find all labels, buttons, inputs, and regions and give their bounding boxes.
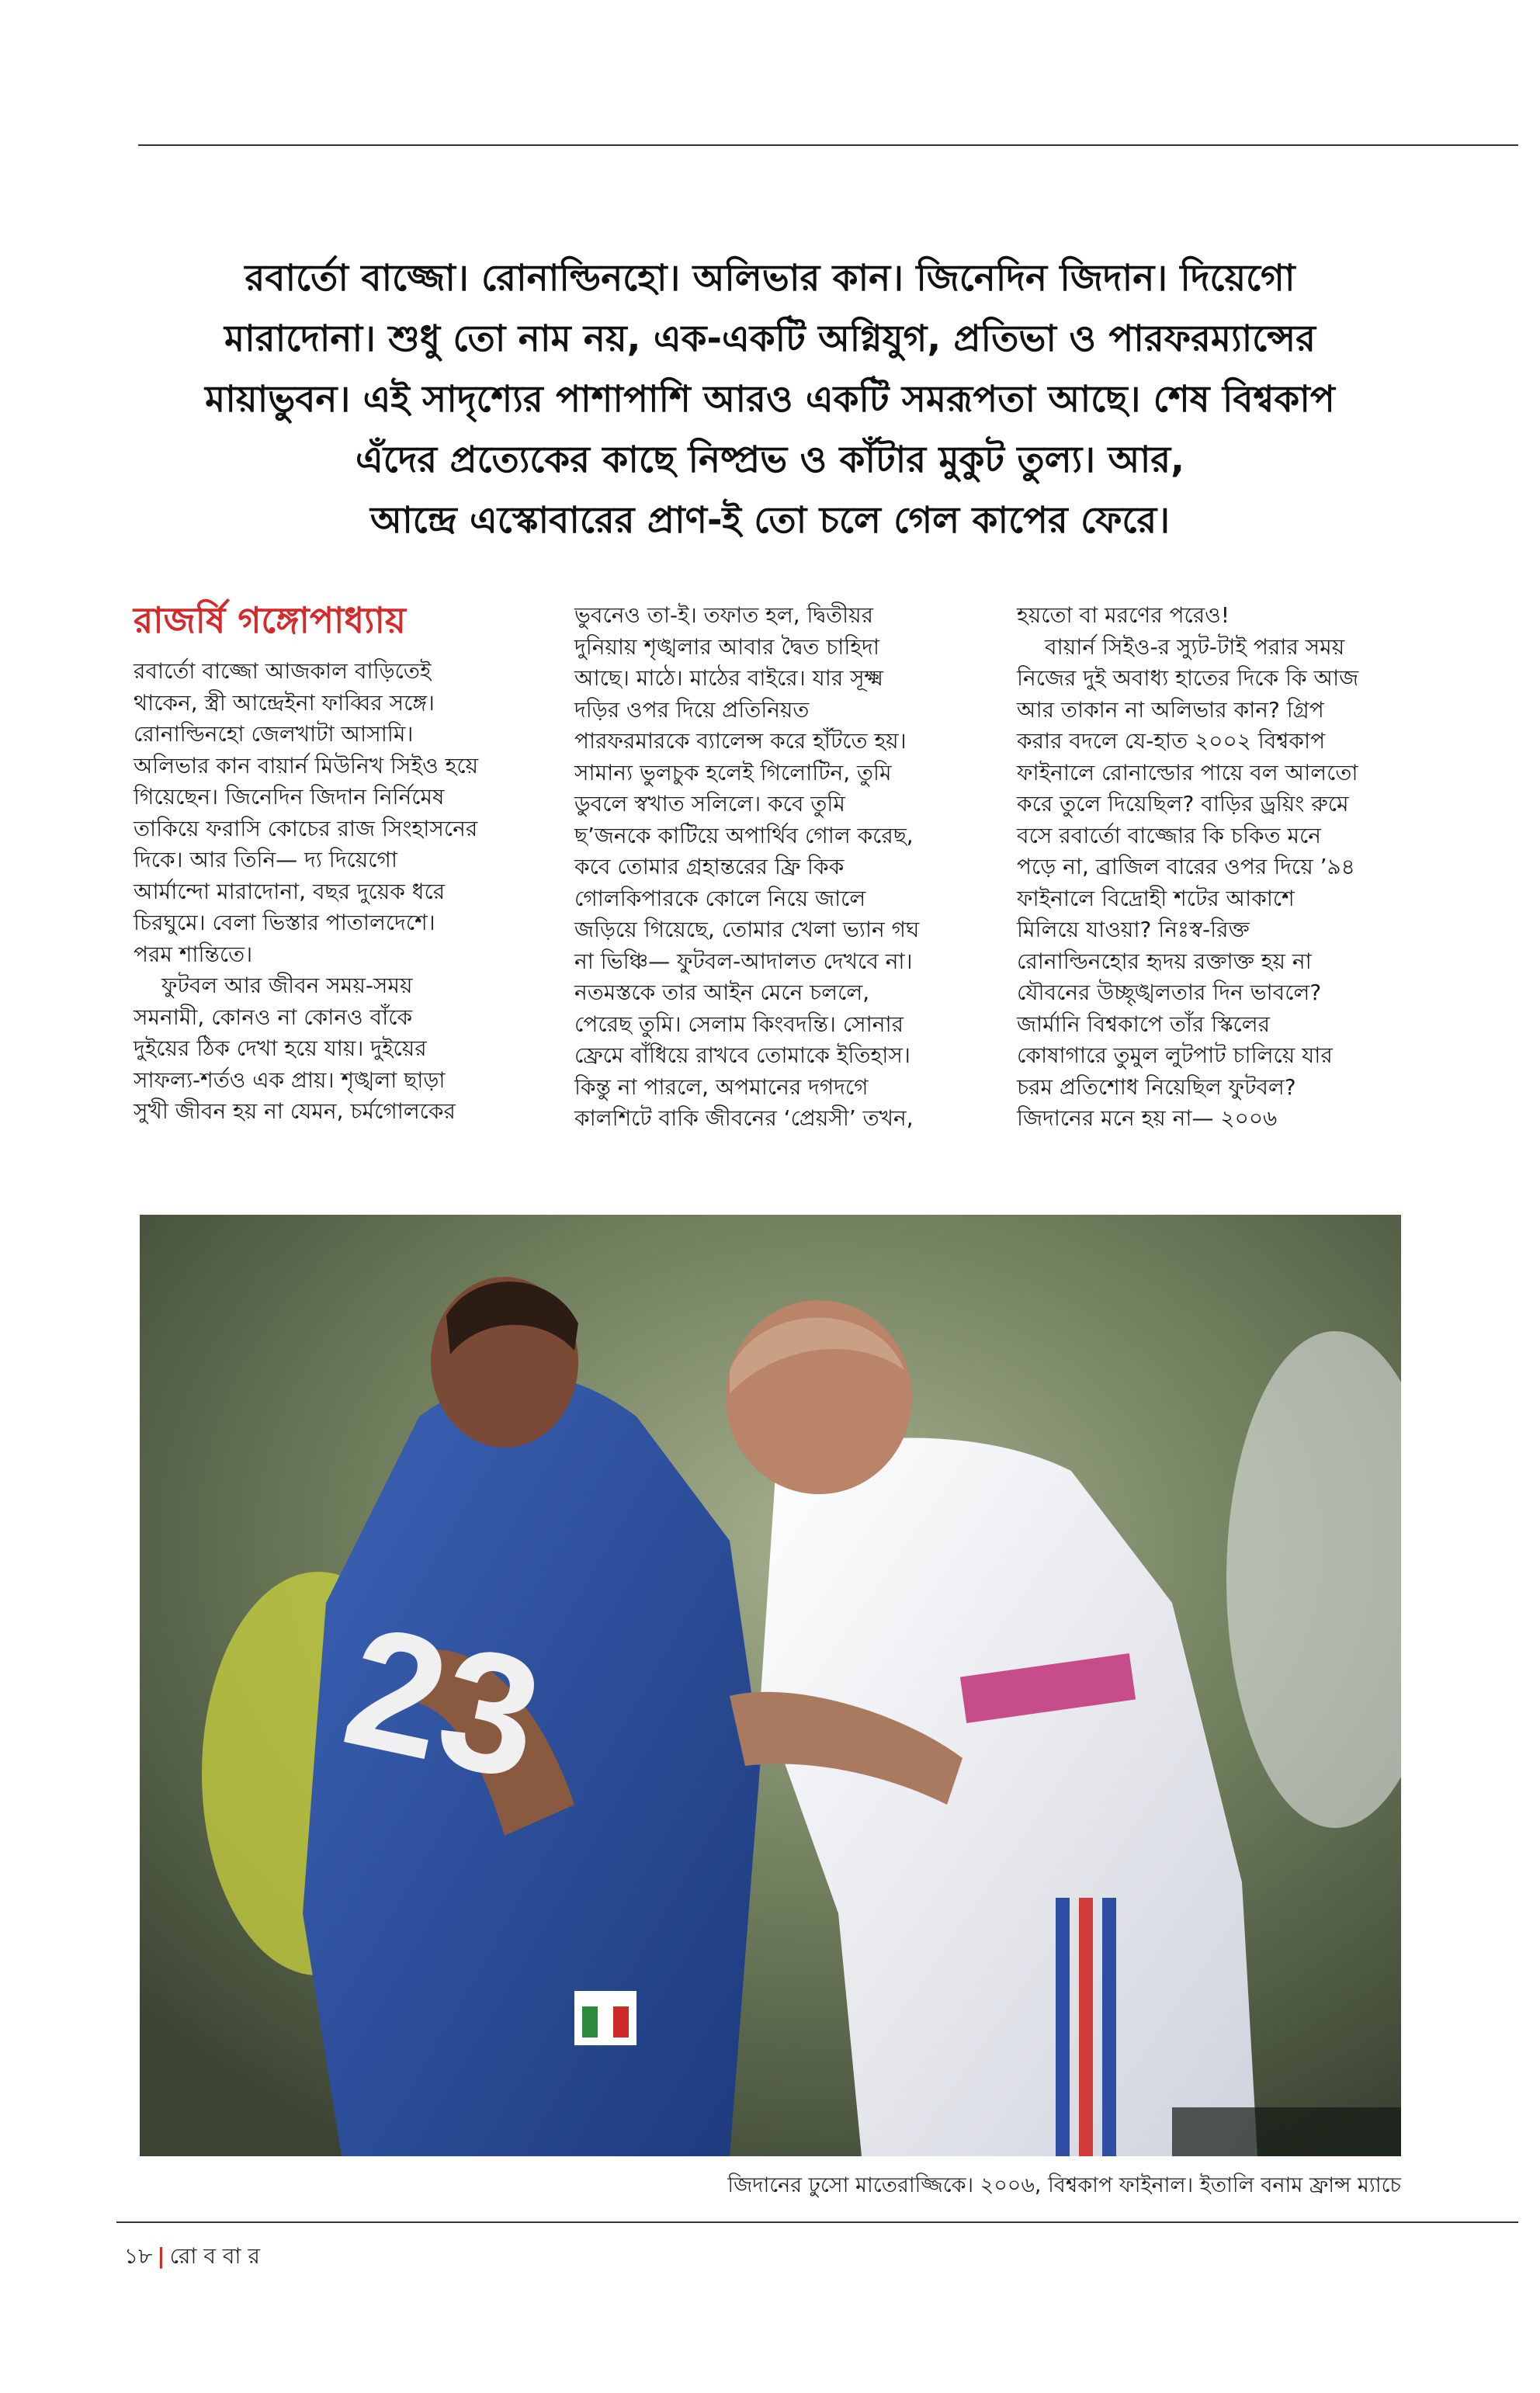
text-line: বায়ার্ন সিইও-র স্যুট-টাই পরার সময় (1045, 633, 1345, 660)
pitch-shadow (1172, 2107, 1401, 2156)
text-line: গোলকিপারকে কোলে নিয়ে জালে (574, 885, 866, 911)
text-line: চরম প্রতিশোধ নিয়েছিল ফুটবল? (1017, 1073, 1296, 1100)
text-line: দিকে। আর তিনি— দ্য দিয়েগো (134, 847, 397, 872)
text-line: ছ’জনকে কাটিয়ে অপার্থিব গোল করেছ, (574, 822, 914, 848)
text-line: করার বদলে যে-হাত ২০০২ বিশ্বকাপ (1017, 728, 1326, 754)
text-line: ফুটবল আর জীবন সময়-সময় (161, 973, 413, 998)
intro-line: রবার্তো বাজ্জো। রোনাল্ডিনহো। অলিভার কান। জিনেদিন জিদান। দিয়েগো (245, 257, 1295, 300)
article-column-3 (1017, 600, 1436, 1135)
article-column-2 (574, 600, 994, 1135)
intro-line: এঁদের প্রত্যেকের কাছে নিষ্প্রভ ও কাঁটার মুকুট তুল্য। আর, (355, 439, 1185, 481)
intro-line: মায়াভুবন। এই সাদৃশ্যের পাশাপাশি আরও একটি সমরূপতা আছে। শেষ বিশ্বকাপ (205, 378, 1335, 421)
text-line: জিদানের মনে হয় না— ২০০৬ (1017, 1105, 1278, 1131)
top-rule (138, 144, 1518, 146)
section-name: রো ব বা র (169, 2243, 260, 2269)
text-line: দুনিয়ায় শৃঙ্খলার আবার দ্বৈত চাহিদা (574, 633, 879, 660)
text-line: জার্মানি বিশ্বকাপে তাঁর স্কিলের (1017, 1011, 1271, 1037)
text-line: ফাইনালে রোনাল্ডোর পায়ে বল আলতো (1017, 759, 1358, 786)
footer-separator: | (157, 2243, 165, 2269)
text-line: করে তুলে দিয়েছিল? বাড়ির ড্রয়িং রুমে (1017, 791, 1349, 817)
text-line: রোনাল্ডিনহোর হৃদয় রক্তাক্ত হয় না (1017, 948, 1312, 974)
page-number: ১৮ (124, 2243, 153, 2269)
bottom-rule (116, 2221, 1518, 2223)
text-line: হয়তো বা মরণের পরেও! (1017, 602, 1230, 628)
jersey-number: 23 (330, 1589, 557, 1816)
photo-illustration (140, 1215, 1401, 2156)
text-line: থাকেন, স্ত্রী আন্দ্রেইনা ফাব্বির সঙ্গে। (134, 689, 435, 716)
intro-standfirst (155, 248, 1385, 551)
text-line: ডুবলে স্বখাত সলিলে। কবে তুমি (574, 791, 845, 817)
text-line: ফ্রেমে বাঁধিয়ে রাখবে তোমাকে ইতিহাস। (574, 1042, 910, 1068)
text-line: আর্মান্দো মারাদোনা, বছর দুয়েক ধরে (134, 878, 446, 904)
text-line: ফাইনালে বিদ্রোহী শটের আকাশে (1017, 885, 1295, 911)
text-line: সুখী জীবন হয় না যেমন, চর্মগোলকের (134, 1098, 456, 1124)
text-line: আর তাকান না অলিভার কান? গ্রিপ (1017, 696, 1324, 723)
text-line: পারফরমারকে ব্যালেন্স করে হাঁটতে হয়। (574, 728, 907, 754)
text-line: তাকিয়ে ফরাসি কোচের রাজ সিংহাসনের (134, 815, 478, 841)
text-line: আছে। মাঠে। মাঠের বাইরে। যার সূক্ষ্ম (574, 665, 883, 691)
intro-line: আন্দ্রে এস্কোবারের প্রাণ-ই তো চলে গেল কাপের ফেরে। (369, 499, 1171, 542)
text-line: না ভিঞ্চি— ফুটবল-আদালত দেখবে না। (574, 948, 913, 974)
text-line: রবার্তো বাজ্জো আজকাল বাড়িতেই (134, 658, 432, 684)
text-line: নিজের দুই অবাধ্য হাতের দিকে কি আজ (1017, 665, 1359, 691)
text-line: চিরঘুমে। বেলা ভিস্তার পাতালদেশে। (134, 910, 435, 935)
text-line: পেরেছ তুমি। সেলাম কিংবদন্তি। সোনার (574, 1011, 904, 1037)
intro-line: মারাদোনা। শুধু তো নাম নয়, এক-একটি অগ্নিযুগ, প্রতিভা ও পারফরম্যান্সের (224, 317, 1316, 360)
text-line: জড়িয়ে গিয়েছে, তোমার খেলা ভ্যান গঘ (574, 917, 920, 942)
text-line: ভুবনেও তা-ই। তফাত হল, দ্বিতীয়র (574, 602, 874, 628)
text-line: অলিভার কান বায়ার্ন মিউনিখ সিইও হয়ে (134, 752, 479, 779)
page-footer (124, 2239, 260, 2276)
author-byline: রাজর্ষি গঙ্গোপাধ্যায় (134, 599, 406, 641)
text-line: গিয়েছেন। জিনেদিন জিদান নির্নিমেষ (134, 784, 445, 810)
photo-caption: জিদানের ঢুসো মাতেরাজ্জিকে। ২০০৬, বিশ্বকাপ ফাইনাল। ইতালি বনাম ফ্রান্স ম্যাচে (727, 2173, 1401, 2197)
text-line: মিলিয়ে যাওয়া? নিঃস্ব-রিক্ত (1017, 917, 1250, 942)
text-line: বসে রবার্তো বাজ্জোর কি চকিত মনে (1017, 822, 1322, 848)
text-line: সমনামী, কোনও না কোনও বাঁকে (134, 1004, 413, 1030)
text-line: কালশিটে বাকি জীবনের ‘প্রেয়সী’ তখন, (574, 1105, 914, 1131)
article-column-1 (134, 656, 545, 1128)
text-line: সাফল্য-শর্তও এক প্রায়। শৃঙ্খলা ছাড়া (134, 1066, 446, 1093)
text-line: পড়ে না, ব্রাজিল বারের ওপর দিয়ে ’৯৪ (1017, 854, 1355, 879)
text-line: কোষাগারে তুমুল লুটপাট চালিয়ে যার (1017, 1042, 1333, 1068)
text-line: কবে তোমার গ্রহান্তরের ফ্রি কিক (574, 854, 845, 879)
text-line: রোনাল্ডিনহো জেলখাটা আসামি। (134, 721, 414, 747)
text-line: নতমস্তকে তার আইন মেনে চললে, (574, 980, 870, 1005)
text-line: দড়ির ওপর দিয়ে প্রতিনিয়ত (574, 696, 810, 723)
text-line: পরম শান্তিতে। (134, 941, 253, 967)
text-line: সামান্য ভুলচুক হলেই গিলোটিন, তুমি (574, 759, 892, 786)
text-line: দুইয়ের ঠিক দেখা হয়ে যায়। দুইয়ের (134, 1035, 427, 1061)
match-photo (140, 1215, 1401, 2156)
text-line: যৌবনের উচ্ছৃঙ্খলতার দিন ভাবলে? (1017, 980, 1322, 1005)
text-line: কিন্তু না পারলে, অপমানের দগদগে (574, 1073, 869, 1100)
